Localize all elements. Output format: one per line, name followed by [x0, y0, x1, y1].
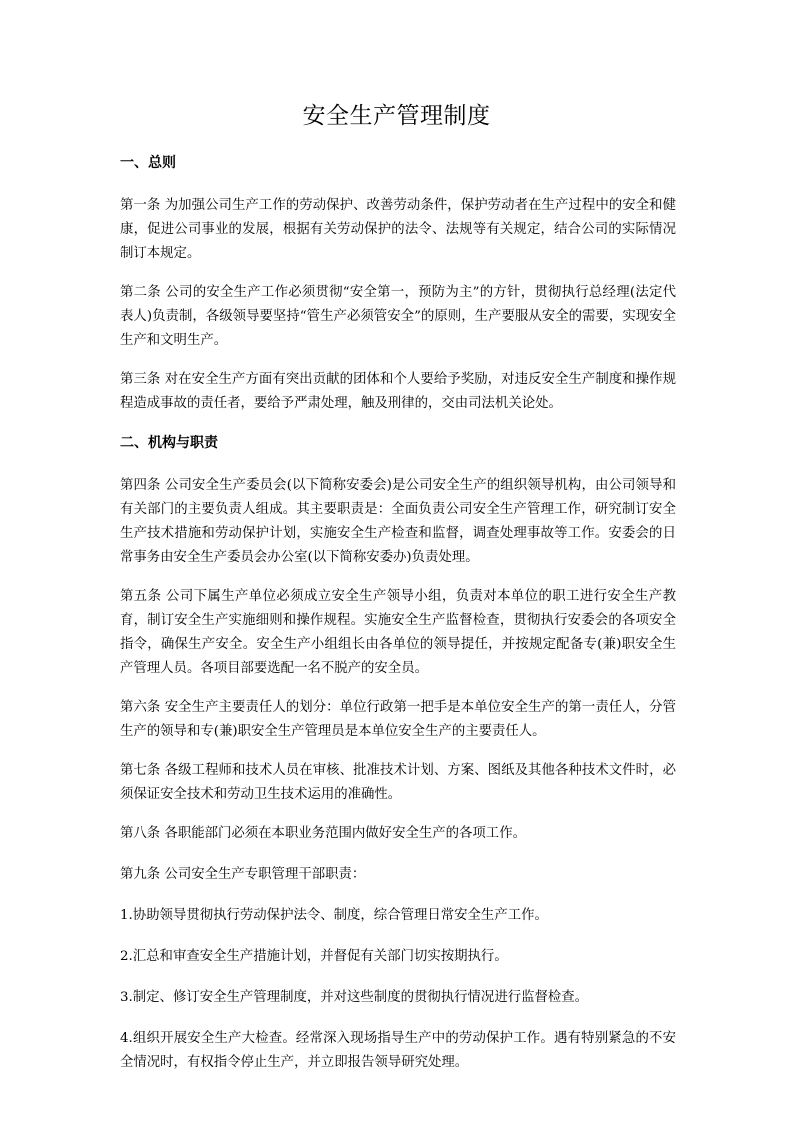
article-4: 第四条 公司安全生产委员会(以下简称安委会)是公司安全生产的组织领导机构，由公司领导和有关部门的主要负责人组成。其主要职责是：全面负责公司安全生产管理工作，研究制订安全生产技术措施和劳动保护计划，实施安全生产检查和监督，调查处理事故等工作。安委会的日常事务由安全生产委员会办公室(以下简称安委办)负责处理。	[120, 478, 676, 565]
article-1: 第一条 为加强公司生产工作的劳动保护、改善劳动条件，保护劳动者在生产过程中的安全和健康，促进公司事业的发展，根据有关劳动保护的法令、法规等有关规定，结合公司的实际情况制订本规定。	[120, 198, 676, 261]
document-body	[120, 151, 676, 1090]
article-8: 第八条 各职能部门必须在本职业务范围内做好安全生产的各项工作。	[120, 826, 526, 841]
duty-item-1: 1.协助领导贯彻执行劳动保护法令、制度，综合管理日常安全生产工作。	[120, 908, 548, 923]
document-title: 安全生产管理制度	[302, 103, 491, 129]
duty-item-2: 2.汇总和审查安全生产措施计划，并督促有关部门切实按期执行。	[120, 949, 508, 964]
section-heading-organization: 二、机构与职责	[120, 435, 218, 451]
article-7: 第七条 各级工程师和技术人员在审核、批准技术计划、方案、图纸及其他各种技术文件时，必须保证安全技术和劳动卫生技术运用的准确性。	[120, 763, 676, 802]
article-9: 第九条 公司安全生产专职管理干部职责：	[120, 867, 366, 882]
duty-item-3: 3.制定、修订安全生产管理制度，并对这些制度的贯彻执行情况进行监督检查。	[120, 990, 589, 1005]
section-heading-general: 一、总则	[120, 155, 176, 171]
article-6: 第六条 安全生产主要责任人的划分：单位行政第一把手是本单位安全生产的第一责任人，分管生产的领导和专(兼)职安全生产管理员是本单位安全生产的主要责任人。	[120, 700, 676, 739]
article-2: 第二条 公司的安全生产工作必须贯彻“安全第一，预防为主”的方针，贯彻执行总经理(法定代表人)负责制，各级领导要坚持“管生产必须管安全”的原则，生产要服从安全的需要，实现安全生产和文明生产。	[120, 285, 676, 348]
article-5: 第五条 公司下属生产单位必须成立安全生产领导小组，负责对本单位的职工进行安全生产教育，制订安全生产实施细则和操作规程。实施安全生产监督检查，贯彻执行安委会的各项安全指令，确保生产安全。安全生产小组组长由各单位的领导提任，并按规定配备专(兼)职安全生产管理人员。各项目部要选配一名不脱产的安全员。	[120, 589, 676, 676]
duty-item-4: 4.组织开展安全生产大检查。经常深入现场指导生产中的劳动保护工作。遇有特别紧急的不安全情况时，有权指令停止生产，并立即报告领导研究处理。	[120, 1031, 676, 1070]
article-3: 第三条 对在安全生产方面有突出贡献的团体和个人要给予奖励，对违反安全生产制度和操作规程造成事故的责任者，要给予严肃处理，触及刑律的，交由司法机关论处。	[120, 372, 676, 411]
